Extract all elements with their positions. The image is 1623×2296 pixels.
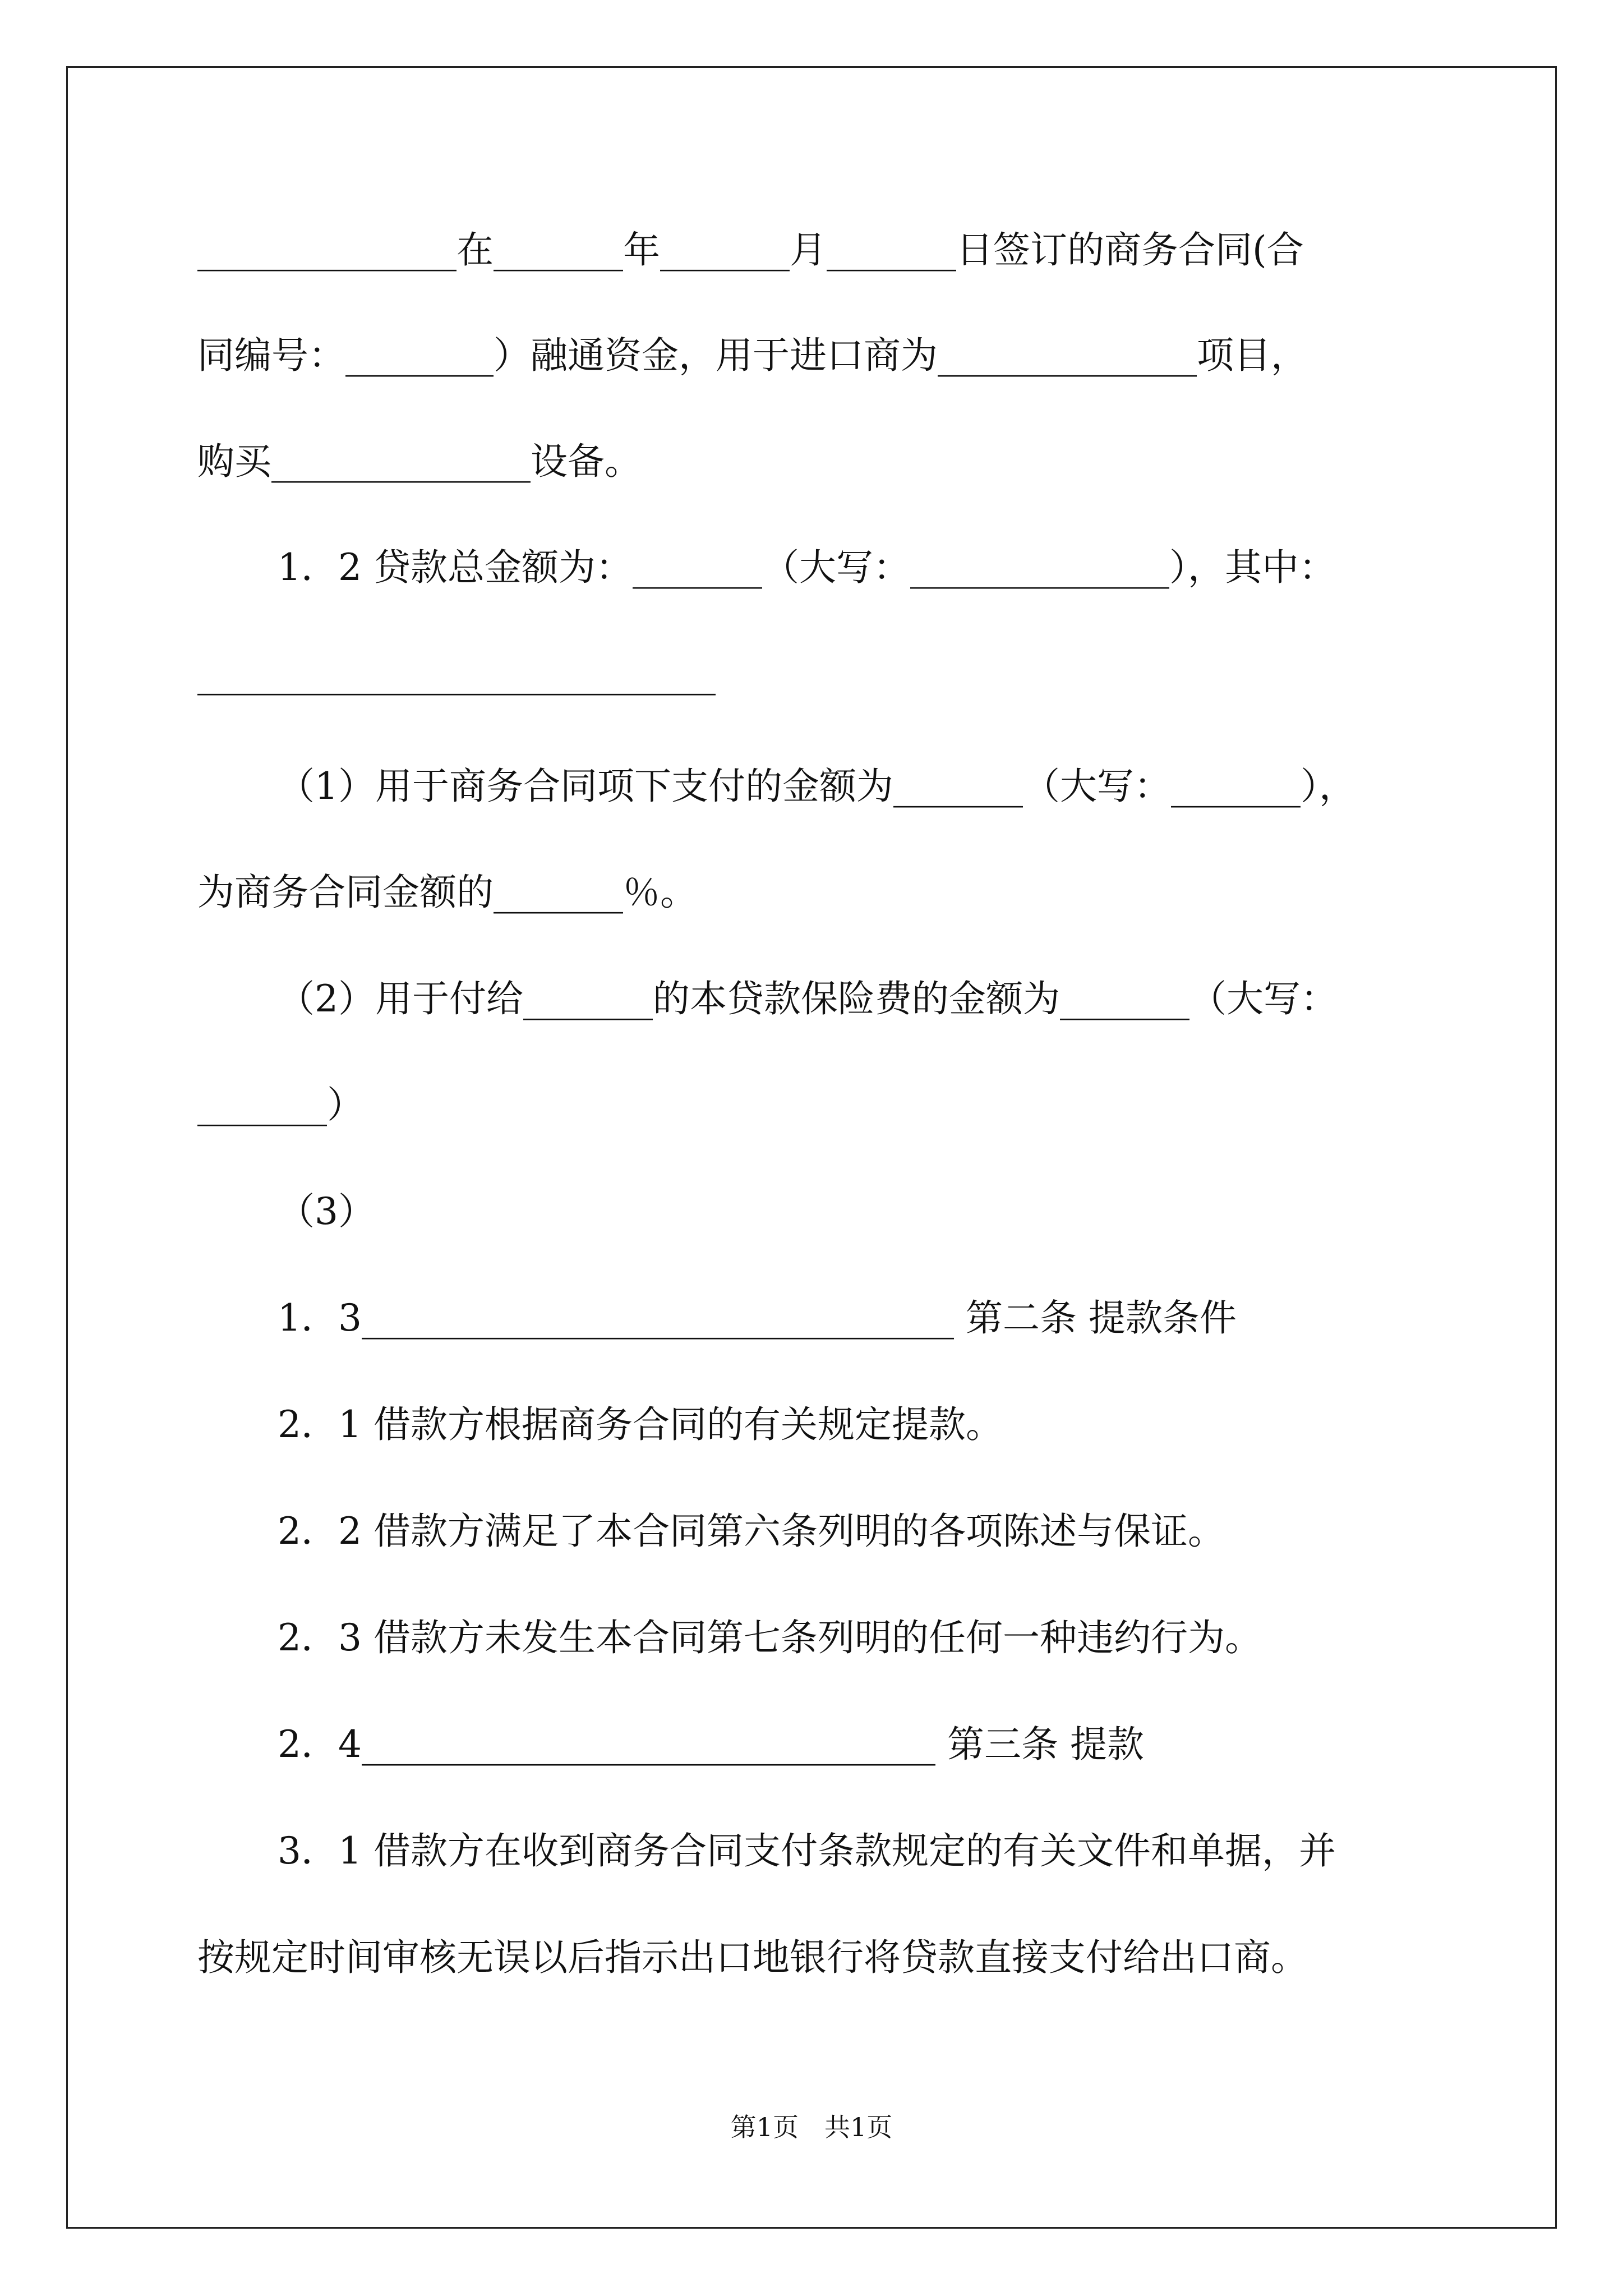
text-line: _______） <box>197 1083 364 1126</box>
text-line: 2．3 借款方未发生本合同第七条列明的任何一种违约行为。 <box>278 1616 1262 1659</box>
text-line: 按规定时间审核无误以后指示出口地银行将贷款直接支付给出口商。 <box>197 1936 1308 1979</box>
text-line: 2．1 借款方根据商务合同的有关规定提款。 <box>278 1403 1003 1446</box>
text-line: （1）用于商务合同项下支付的金额为_______（大写：_______）， <box>278 765 1356 808</box>
text-line: （3） <box>278 1190 375 1233</box>
text-line: 2．4_______________________________ 第三条 提款 <box>278 1723 1144 1766</box>
text-line: 3．1 借款方在收到商务合同支付条款规定的有关文件和单据，并 <box>278 1829 1336 1872</box>
text-line: （2）用于付给_______的本贷款保险费的金额为_______（大写： <box>278 977 1338 1020</box>
text-line: 1．2 贷款总金额为：_______（大写：______________），其中： <box>278 546 1336 589</box>
page-border <box>66 66 1557 2229</box>
text-line: 同编号：________）融通资金，用于进口商为______________项目， <box>197 334 1308 377</box>
page-number: 第1页 共1页 <box>730 2112 893 2142</box>
text-line: 为商务合同金额的_______％。 <box>197 871 697 914</box>
text-line: ______________在_______年_______月_______日签订的商务合同(合 <box>197 228 1304 272</box>
text-line: 购买______________设备。 <box>197 440 642 483</box>
text-line: 1．3________________________________ 第二条 提款条件 <box>278 1296 1237 1340</box>
blank-line: ____________________________ <box>197 652 716 696</box>
text-line: 2．2 借款方满足了本合同第六条列明的各项陈述与保证。 <box>278 1510 1225 1553</box>
